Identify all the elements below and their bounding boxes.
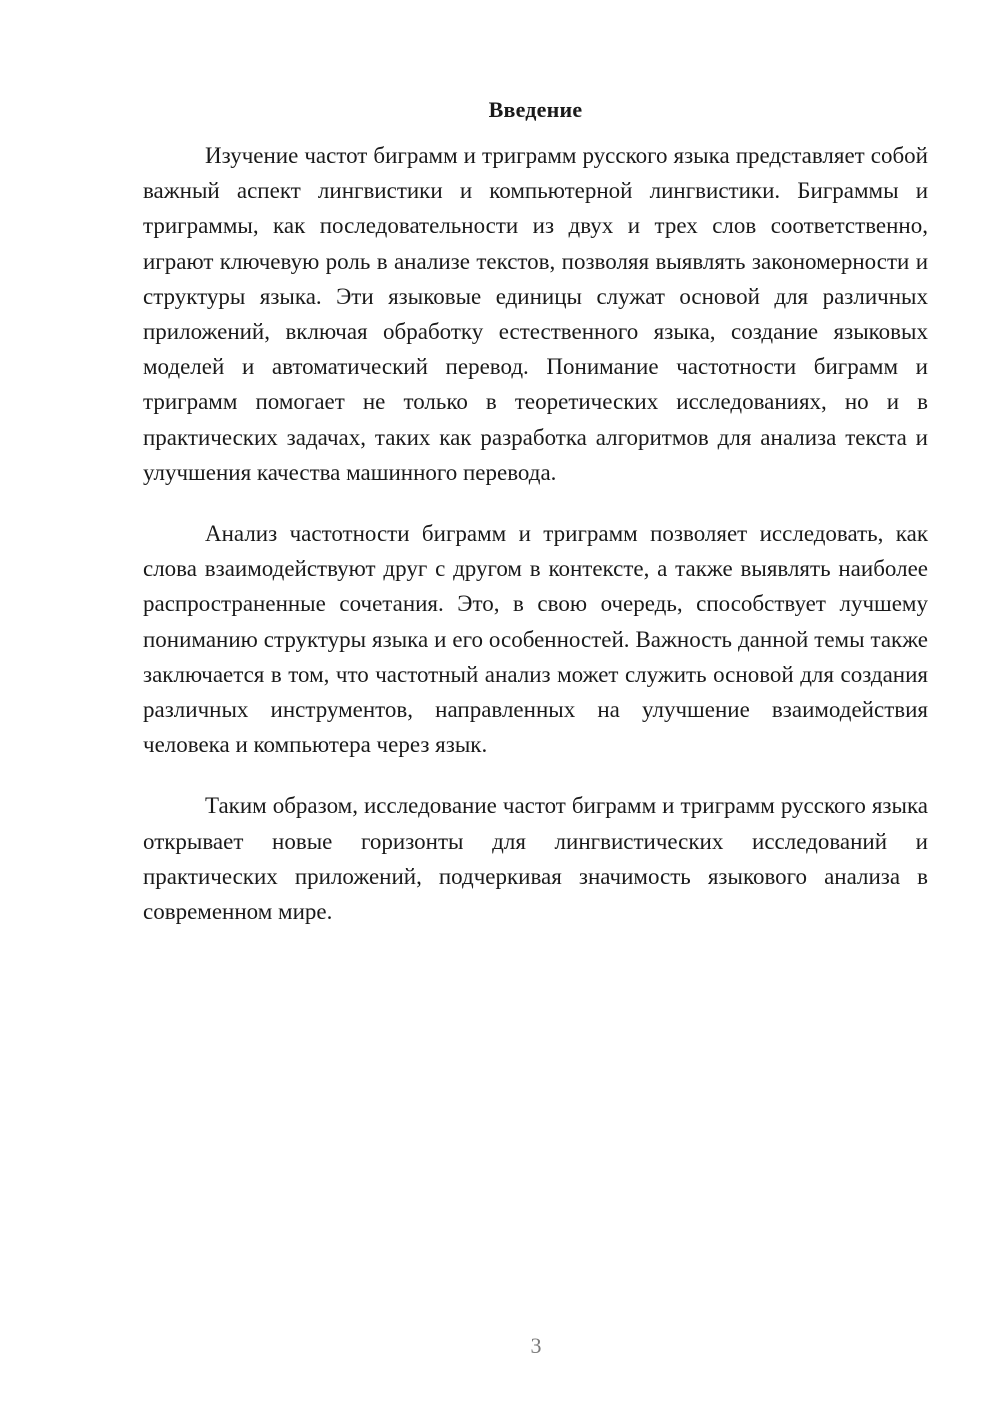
paragraph-2: Анализ частотности биграмм и триграмм позволяет исследовать, как слова взаимодействуют друг с другом в контексте, а также выявлять наиболее распространенные сочетания. Это, в свою очередь, способствует лучшему пониманию структуры языка и его особенностей. Важность данной темы также заключается в том, что частотный анализ может служить основой для создания различных инструментов, направленных на улучшение взаимодействия человека и компьютера через язык. — [143, 521, 928, 758]
page-number: 3 — [530, 1333, 542, 1358]
paragraph-3: Таким образом, исследование частот биграмм и триграмм русского языка открывает новые горизонты для лингвистических исследований и практических приложений, подчеркивая значимость языкового анализа в современном мире. — [143, 793, 928, 925]
section-heading: Введение — [488, 97, 583, 122]
page-content — [143, 95, 928, 929]
paragraph-1: Изучение частот биграмм и триграмм русского языка представляет собой важный аспект лингвистики и компьютерной лингвистики. Биграммы и триграммы, как последовательности из двух и трех слов соответственно, играют ключевую роль в анализе текстов, позволяя выявлять закономерности и структуры языка. Эти языковые единицы служат основой для различных приложений, включая обработку естественного языка, создание языковых моделей и автоматический перевод. Понимание частотности биграмм и триграмм помогает не только в теоретических исследованиях, но и в практических задачах, таких как разработка алгоритмов для анализа текста и улучшения качества машинного перевода. — [143, 143, 928, 485]
